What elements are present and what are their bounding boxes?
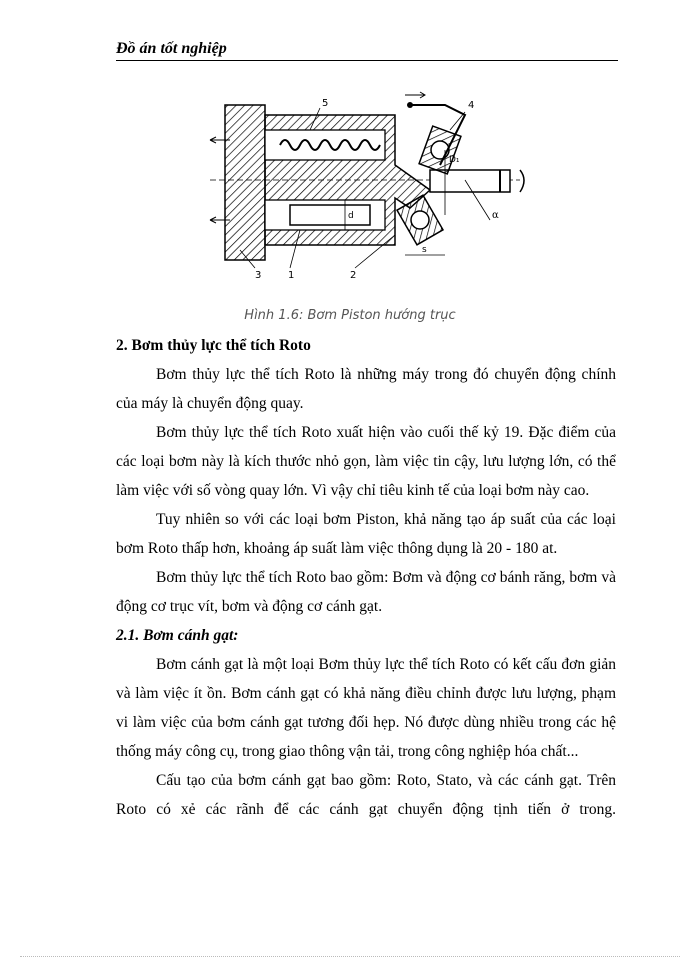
label-3: 3 — [255, 270, 262, 281]
label-1: 1 — [288, 270, 295, 281]
paragraph: Bơm thủy lực thể tích Roto là những máy trong đó chuyển động chính của máy là chuyển động quay. — [116, 366, 616, 412]
header-rule — [116, 60, 618, 61]
section-2-1-heading: 2.1. Bơm cánh gạt: — [116, 627, 239, 644]
page-header — [116, 40, 618, 58]
paragraph: Bơm cánh gạt là một loại Bơm thủy lực thể tích Roto có kết cấu đơn giản và làm việc ít ồn. Bơm cánh gạt có khả năng điều chỉnh được lưu lượng, phạm vi làm việc của bơm cánh gạt tương đối hẹp. Nó được dùng nhiều trong các hệ thống máy công cụ, trong giao thông vận tải, trong công nghiệp hóa chất... — [116, 656, 616, 760]
section-2 — [116, 331, 616, 824]
header-title: Đồ án tốt nghiệp — [116, 40, 227, 57]
paragraph: Tuy nhiên so với các loại bơm Piston, khả năng tạo áp suất của các loại bơm Roto thấp hơn, khoảng áp suất làm việc thông dụng là 20 - 180 at. — [116, 511, 616, 557]
label-d: d — [348, 211, 354, 221]
page-bottom-rule — [20, 956, 680, 957]
label-s: s — [422, 245, 427, 255]
figure-caption: Hình 1.6: Bơm Piston hướng trục — [244, 308, 456, 323]
section-2-heading: 2. Bơm thủy lực thể tích Roto — [116, 337, 311, 354]
paragraph: Bơm thủy lực thể tích Roto xuất hiện vào cuối thế kỷ 19. Đặc điểm của các loại bơm này là kích thước nhỏ gọn, làm việc tin cậy, lưu lượng lớn, có thể làm việc với số vòng quay lớn. Vì vậy chỉ tiêu kinh tế của loại bơm này cao. — [116, 424, 616, 499]
paragraph: Bơm thủy lực thể tích Roto bao gồm: Bơm và động cơ bánh răng, bơm và động cơ trục vít, bơm và động cơ cánh gạt. — [116, 569, 616, 615]
distributor-plate — [225, 105, 265, 260]
label-alpha: α — [492, 210, 499, 221]
paragraph: Cấu tạo của bơm cánh gạt bao gồm: Roto, Stato, và các cánh gạt. Trên Roto có xẻ các rãnh để các cánh gạt chuyển động tịnh tiến ở trong. — [116, 772, 616, 818]
label-4: 4 — [468, 100, 475, 111]
piston-pump-figure — [200, 90, 540, 290]
label-d1: D₁ — [449, 155, 460, 165]
label-2: 2 — [350, 270, 357, 281]
piston-lower — [290, 205, 370, 225]
label-5: 5 — [322, 98, 329, 109]
